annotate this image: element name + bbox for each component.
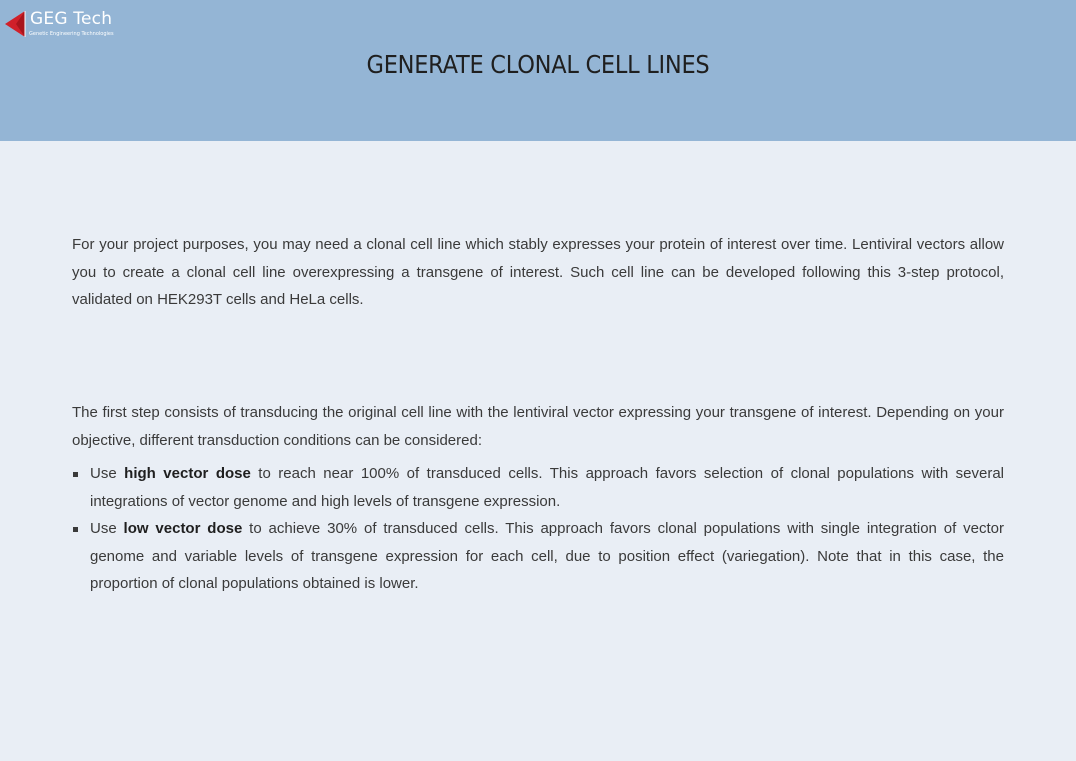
geg-tech-logo[interactable]	[4, 8, 128, 40]
bullet-icon	[73, 472, 78, 477]
step1-paragraph: The first step consists of transducing the original cell line with the lentiviral vector expressing your transgene of interest. Depending on your objective, different transduction conditions can be considered:	[72, 404, 1004, 449]
bullet-icon	[73, 527, 78, 532]
list-item-low-dose	[72, 515, 1004, 598]
triangle-logo-icon	[4, 10, 28, 38]
step1-section	[72, 399, 1004, 598]
high-dose-text: to reach near 100% of transduced cells. This approach favors selection of clonal populations with several integrations of vector genome and high levels of transgene expression.	[90, 465, 1005, 510]
intro-section	[72, 231, 1004, 314]
intro-paragraph: For your project purposes, you may need a clonal cell line which stably expresses your protein of interest over time. Lentiviral vectors allow you to create a clonal cell line overexpressing a transgene of interest. Such cell line can be developed following this 3-step protocol, validated on HEK293T cells and HeLa cells.	[72, 236, 1004, 308]
high-dose-prefix: Use	[90, 465, 125, 482]
logo-tagline: Genetic Engineering Technologies	[29, 31, 114, 37]
low-dose-text: to achieve 30% of transduced cells. This approach favors clonal populations with single integration of vector genome and variable levels of transgene expression for each cell, due to position effect (variegation). Note that in this case, the proportion of clonal populations obtained is lower.	[90, 520, 1004, 592]
low-dose-prefix: Use	[90, 520, 124, 537]
low-dose-emphasis: low vector dose	[123, 520, 243, 537]
logo-name: GEG Tech	[30, 9, 113, 29]
page-title: GENERATE CLONAL CELL LINES	[366, 50, 710, 79]
page-header	[0, 0, 1076, 141]
dose-options-list	[72, 460, 1004, 598]
high-dose-emphasis: high vector dose	[124, 465, 251, 482]
list-item-high-dose	[72, 460, 1004, 515]
